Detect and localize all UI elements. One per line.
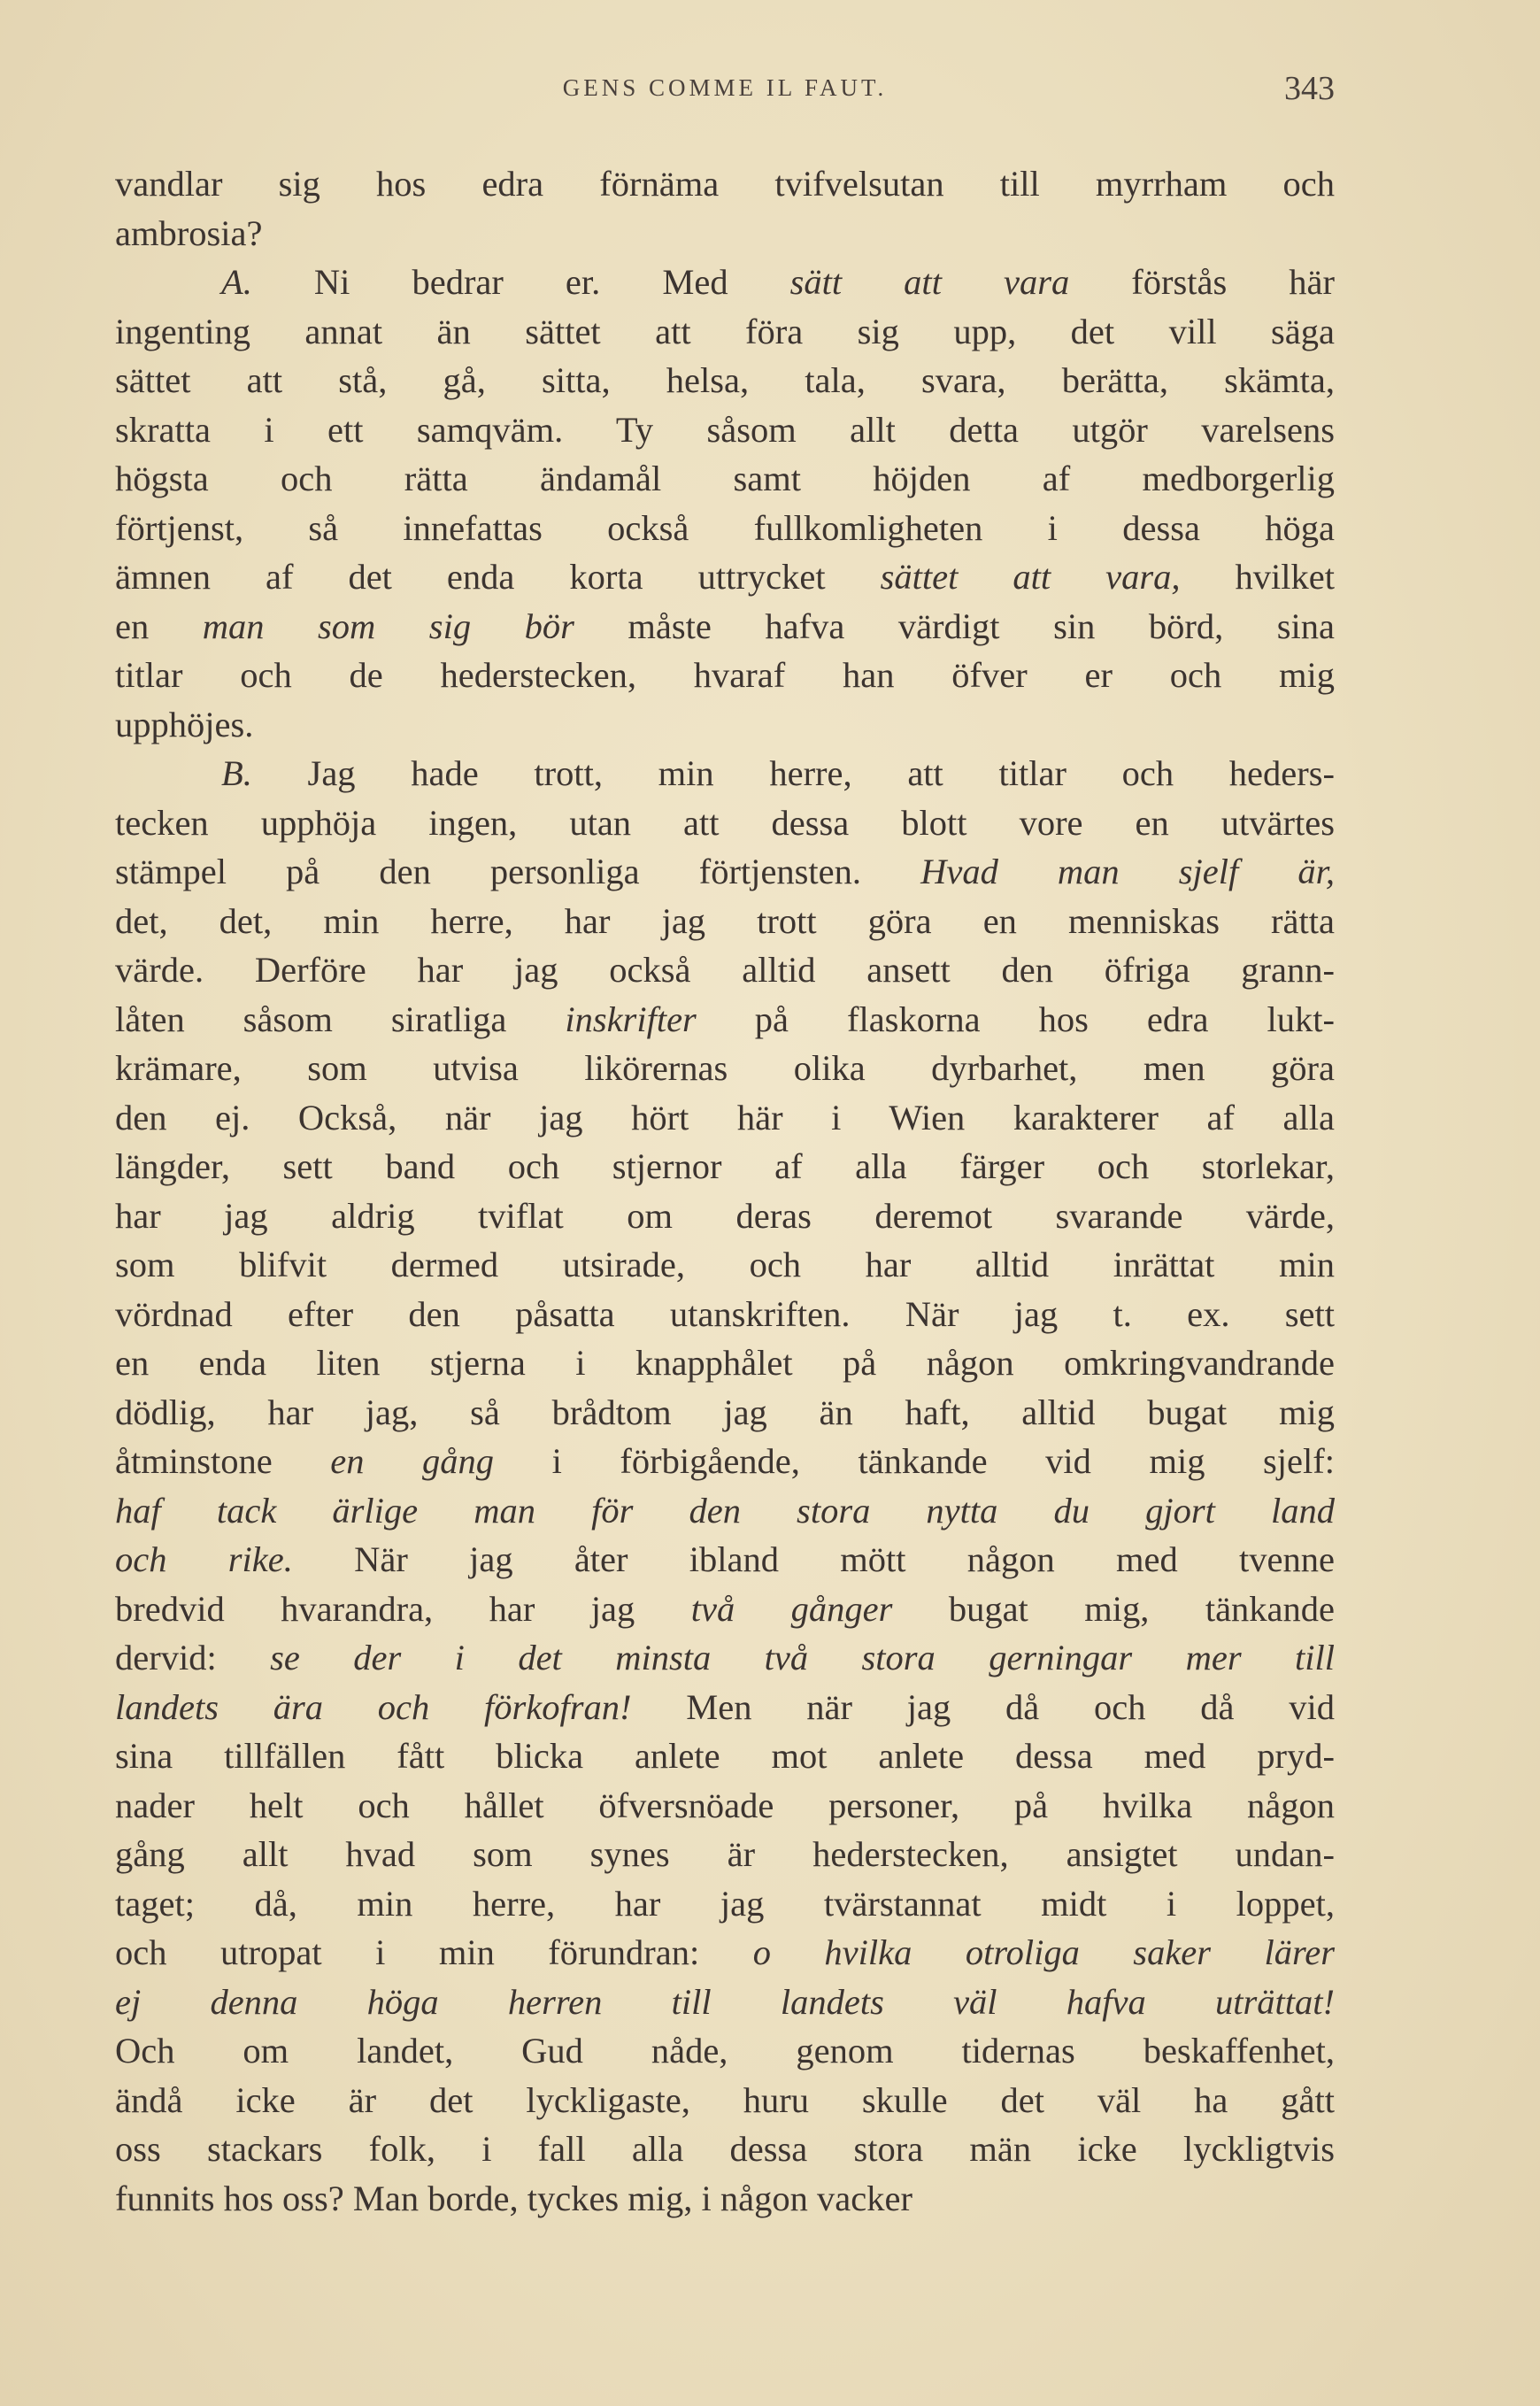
page-header bbox=[115, 70, 1335, 113]
text-segment: ingenting annat än sättet att föra sig upp, det vill säga bbox=[115, 311, 1335, 351]
italic-text-segment: B. bbox=[221, 753, 252, 793]
italic-text-segment: man som sig bör bbox=[202, 605, 574, 646]
text-line bbox=[115, 2125, 1335, 2174]
italic-text-segment: haf tack ärlige man för den stora nytta du gjort land bbox=[115, 1490, 1335, 1531]
text-line bbox=[115, 1928, 1335, 1978]
text-segment: Jag hade trott, min herre, att titlar och heders- bbox=[251, 753, 1335, 793]
text-line bbox=[115, 1879, 1335, 1929]
italic-text-segment: och rike. bbox=[115, 1539, 293, 1579]
text-segment: Ni bedrar er. Med bbox=[251, 262, 790, 302]
text-segment: nader helt och hållet öfversnöade personer, på hvilka någon bbox=[115, 1785, 1335, 1825]
text-segment: låten såsom siratliga bbox=[115, 999, 566, 1039]
text-segment: bugat mig, tänkande bbox=[892, 1588, 1336, 1629]
text-line bbox=[115, 1290, 1335, 1339]
italic-text-segment: två gånger bbox=[690, 1588, 893, 1629]
text-line bbox=[115, 1978, 1335, 2027]
text-segment: åtminstone bbox=[115, 1441, 331, 1481]
italic-text-segment: A. bbox=[221, 262, 252, 302]
text-line bbox=[115, 1683, 1335, 1732]
text-line bbox=[115, 1585, 1335, 1634]
italic-text-segment: o hvilka otroliga saker lärer bbox=[752, 1932, 1335, 1972]
italic-text-segment: ej denna höga herren till landets väl hafva uträttat! bbox=[115, 1981, 1335, 2022]
italic-text-segment: en gång bbox=[330, 1441, 495, 1481]
text-segment: tecken upphöja ingen, utan att dessa blott vore en utvärtes bbox=[115, 802, 1335, 843]
text-line bbox=[115, 1633, 1335, 1683]
text-line bbox=[115, 1486, 1335, 1536]
text-segment: titlar och de hederstecken, hvaraf han öfver er och mig bbox=[115, 655, 1335, 695]
text-segment: Men när jag då och då vid bbox=[631, 1686, 1336, 1727]
text-line bbox=[115, 700, 1335, 750]
text-line bbox=[115, 405, 1335, 455]
text-segment: har jag aldrig tviflat om deras deremot svarande värde, bbox=[115, 1195, 1335, 1236]
text-line bbox=[115, 1093, 1335, 1143]
text-line bbox=[115, 356, 1335, 405]
text-line bbox=[115, 847, 1335, 897]
text-line bbox=[115, 307, 1335, 357]
text-segment: sina tillfällen fått blicka anlete mot anlete dessa med pryd- bbox=[115, 1736, 1335, 1776]
page-number: 343 bbox=[1284, 70, 1335, 107]
text-segment: oss stackars folk, i fall alla dessa stora män icke lyckligtvis bbox=[115, 2129, 1335, 2169]
text-segment: Och om landet, Gud nåde, genom tidernas beskaffenhet, bbox=[115, 2031, 1335, 2071]
text-line bbox=[115, 454, 1335, 504]
text-segment: måste hafva värdigt sin börd, sina bbox=[574, 605, 1335, 646]
text-line bbox=[115, 552, 1335, 602]
text-segment: en enda liten stjerna i knapphålet på någon omkringvandrande bbox=[115, 1343, 1335, 1383]
text-line bbox=[115, 2026, 1335, 2076]
italic-text-segment: landets ära och förkofran! bbox=[115, 1686, 632, 1727]
text-segment: dödlig, har jag, så brådtom jag än haft, alltid bugat mig bbox=[115, 1392, 1335, 1432]
text-segment: sättet att stå, gå, sitta, helsa, tala, svara, berätta, skämta, bbox=[115, 360, 1335, 400]
italic-text-segment: sätt att vara bbox=[789, 262, 1070, 302]
text-segment: skratta i ett samqväm. Ty såsom allt detta utgör varelsens bbox=[115, 409, 1335, 450]
text-segment: funnits hos oss? Man borde, tyckes mig, i någon vacker bbox=[115, 2178, 912, 2218]
text-segment: det, det, min herre, har jag trott göra en menniskas rätta bbox=[115, 900, 1335, 941]
text-line bbox=[115, 1191, 1335, 1241]
text-segment: upphöjes. bbox=[115, 704, 254, 744]
text-line bbox=[115, 798, 1335, 848]
text-segment: taget; då, min herre, har jag tvärstannat midt i loppet, bbox=[115, 1883, 1335, 1924]
text-line bbox=[115, 602, 1335, 652]
text-line bbox=[115, 159, 1335, 209]
text-line bbox=[115, 1781, 1335, 1831]
text-segment: När jag åter ibland mött någon med tvenne bbox=[292, 1539, 1335, 1579]
text-segment: gång allt hvad som synes är hederstecken, ansigtet undan- bbox=[115, 1834, 1335, 1874]
running-head: GENS COMME IL FAUT. bbox=[562, 74, 888, 101]
italic-text-segment: Hvad man sjelf är, bbox=[920, 852, 1335, 891]
text-line bbox=[115, 2174, 1335, 2224]
text-line bbox=[115, 945, 1335, 995]
text-segment: den ej. Också, när jag hört här i Wien karakterer af alla bbox=[115, 1097, 1335, 1137]
italic-text-segment: inskrifter bbox=[565, 999, 697, 1039]
text-line bbox=[115, 1535, 1335, 1585]
text-segment: ändå icke är det lyckligaste, huru skulle det väl ha gått bbox=[115, 2079, 1335, 2120]
body-text bbox=[115, 159, 1335, 2223]
text-line bbox=[115, 209, 1335, 258]
italic-text-segment: se der i det minsta två stora gerningar mer till bbox=[270, 1638, 1335, 1677]
text-line bbox=[115, 1830, 1335, 1879]
text-segment: förstås här bbox=[1069, 262, 1336, 302]
text-segment: bredvid hvarandra, har jag bbox=[115, 1588, 691, 1629]
text-line bbox=[115, 504, 1335, 553]
text-segment: i förbigående, tänkande vid mig sjelf: bbox=[494, 1441, 1335, 1481]
text-line bbox=[115, 1731, 1335, 1781]
text-line bbox=[115, 1338, 1335, 1388]
text-line bbox=[115, 1437, 1335, 1486]
text-segment: ämnen af det enda korta uttrycket bbox=[115, 557, 881, 597]
text-line bbox=[115, 995, 1335, 1045]
text-segment: på flaskorna hos edra lukt- bbox=[696, 999, 1335, 1039]
text-line bbox=[115, 651, 1335, 700]
text-segment: längder, sett band och stjernor af alla färger och storlekar, bbox=[115, 1146, 1335, 1186]
text-line bbox=[115, 1240, 1335, 1290]
text-segment: värde. Derföre har jag också alltid ansett den öfriga grann- bbox=[115, 950, 1335, 990]
text-segment: dervid: bbox=[115, 1638, 271, 1677]
text-segment: och utropat i min förundran: bbox=[115, 1932, 753, 1972]
text-line bbox=[115, 1388, 1335, 1438]
text-segment: en bbox=[115, 605, 203, 646]
text-segment: ambrosia? bbox=[115, 212, 263, 253]
text-segment: vördnad efter den påsatta utanskriften. När jag t. ex. sett bbox=[115, 1293, 1335, 1334]
text-segment: krämare, som utvisa likörernas olika dyrbarhet, men göra bbox=[115, 1048, 1335, 1088]
text-segment: vandlar sig hos edra förnäma tvifvelsutan till myrrham och bbox=[115, 164, 1335, 204]
text-segment: förtjenst, så innefattas också fullkomligheten i dessa höga bbox=[115, 507, 1335, 548]
text-line bbox=[115, 258, 1335, 307]
italic-text-segment: sättet att vara, bbox=[880, 557, 1181, 597]
text-segment: som blifvit dermed utsirade, och har alltid inrättat min bbox=[115, 1245, 1335, 1284]
text-line bbox=[115, 1044, 1335, 1093]
text-segment: stämpel på den personliga förtjensten. bbox=[115, 852, 921, 891]
text-line bbox=[115, 1142, 1335, 1191]
text-segment: högsta och rätta ändamål samt höjden af medborgerlig bbox=[115, 459, 1335, 498]
text-line bbox=[115, 2076, 1335, 2125]
text-line bbox=[115, 749, 1335, 798]
text-line bbox=[115, 897, 1335, 946]
text-segment: hvilket bbox=[1180, 557, 1335, 597]
